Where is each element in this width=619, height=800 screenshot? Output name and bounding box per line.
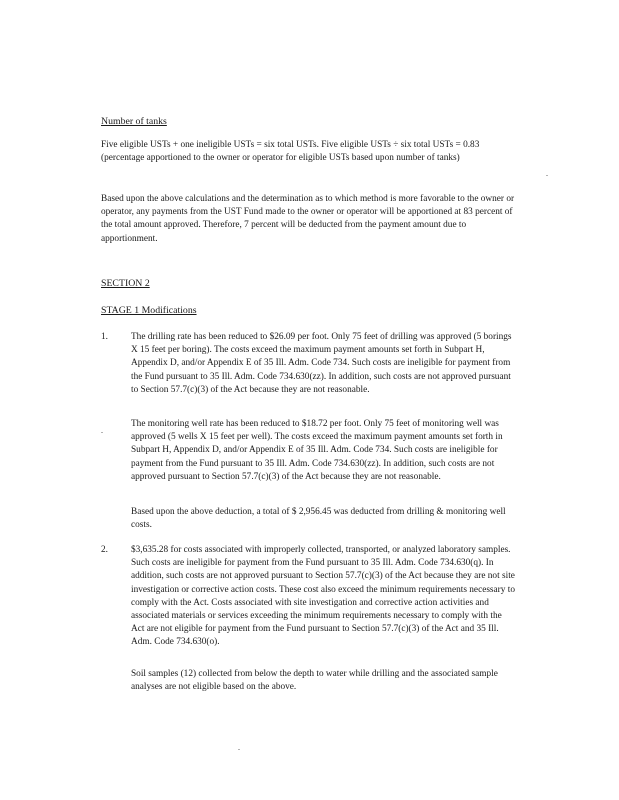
drilling-rate-paragraph: The drilling rate has been reduced to $26.09 per foot. Only 75 feet of drilling was approved (5 borings X 15 feet per boring). The costs exceed the maximum payment amounts set forth in Subpart H, Appendix D, and/or Appendix E of 35 Ill. Adm. Code 734. Such costs are ineligible for payment from the Fund pursuant to 35 Ill. Adm. Code 734.630(zz). In addition, such costs are not approved pursuant to Section 57.7(c)(3) of the Act because they are not reasonable.	[131, 332, 512, 395]
item-2-number: 2.	[101, 545, 108, 555]
tank-calculation-paragraph: Five eligible USTs + one ineligible USTs = six total USTs. Five eligible USTs ÷ six total USTs = 0.83 (percentage apportioned to the owner or operator for eligible USTs based upon number of tanks)	[101, 140, 480, 164]
stage-1-modifications-heading: STAGE 1 Modifications	[101, 305, 197, 316]
scan-speck: .	[101, 426, 103, 435]
section-2-heading: SECTION 2	[101, 278, 150, 289]
scan-speck: .	[546, 169, 548, 178]
drilling-deduction-total-paragraph: Based upon the above deduction, a total of $ 2,956.45 was deducted from drilling & monitoring well costs.	[131, 507, 506, 531]
item-1-number: 1.	[101, 332, 108, 342]
laboratory-samples-paragraph: $3,635.28 for costs associated with improperly collected, transported, or analyzed laboratory samples. Such costs are ineligible for payment from the Fund pursuant to 35 Ill. Adm. Code 734.630(q). In addition, such costs are not approved pursuant to Section 57.7(c)(3) of the Act because they are not site investigation or corrective action costs. These cost also exceed the minimum requirements necessary to comply with the Act. Costs associated with site investigation and corrective action activities and associated materials or services exceeding the minimum requirements necessary to comply with the Act are not eligible for payment from the Fund pursuant to Section 57.7(c)(3) of the Act and 35 Ill. Adm. Code 734.630(o).	[131, 545, 515, 648]
apportionment-conclusion-paragraph: Based upon the above calculations and the determination as to which method is more favorable to the owner or operator, any payments from the UST Fund made to the owner or operator will be apportioned at 83 percent of the total amount approved. Therefore, 7 percent will be deducted from the payment amount due to apportionment.	[101, 194, 515, 244]
number-of-tanks-heading: Number of tanks	[101, 116, 167, 127]
scan-speck: .	[238, 743, 240, 752]
monitoring-well-rate-paragraph: The monitoring well rate has been reduced to $18.72 per foot. Only 75 feet of monitoring well was approved (5 wells X 15 feet per well). The costs exceed the maximum payment amounts set forth in Subpart H, Appendix D, and/or Appendix E of 35 Ill. Adm. Code 734. Such costs are ineligible for payment from the Fund pursuant to 35 Ill. Adm. Code 734.630(zz). In addition, such costs are not approved pursuant to Section 57.7(c)(3) of the Act because they are not reasonable.	[131, 419, 503, 482]
soil-samples-paragraph: Soil samples (12) collected from below the depth to water while drilling and the associated sample analyses are not eligible based on the above.	[131, 669, 498, 693]
